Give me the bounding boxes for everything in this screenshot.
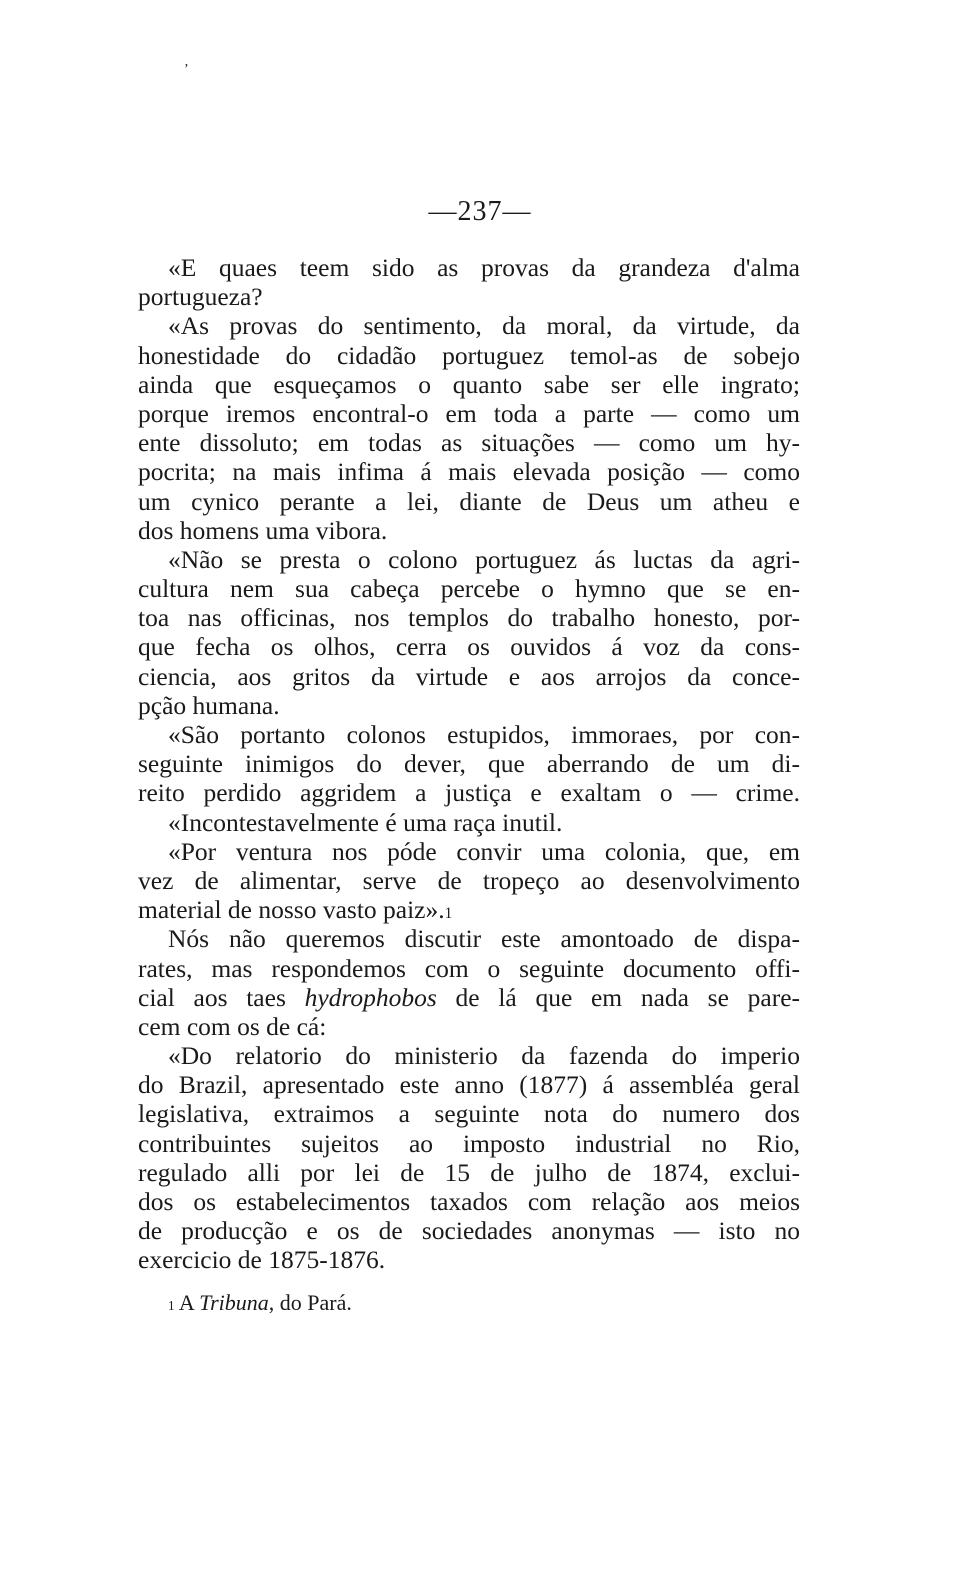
text-line bbox=[138, 895, 800, 924]
text-line: regulado alli por lei de 15 de julho de 1874, exclui- bbox=[138, 1157, 800, 1187]
text-line: seguinte inimigos do dever, que aberrando de um di- bbox=[138, 749, 800, 779]
text-line: cultura nem sua cabeça percebe o hymno que se en- bbox=[138, 574, 800, 604]
stray-mark: ʼ bbox=[184, 62, 189, 77]
text-line: que fecha os olhos, cerra os ouvidos á voz da cons- bbox=[138, 632, 800, 662]
text-line: reito perdido aggridem a justiça e exaltam o — crime. bbox=[138, 778, 800, 808]
text-line: exercicio de 1875-1876. bbox=[138, 1245, 386, 1275]
text-segment: material de nosso vasto paiz». bbox=[138, 895, 445, 925]
text-segment: de lá que em nada se pare- bbox=[455, 982, 801, 1012]
text-line: de producção e os de sociedades anonymas — isto no bbox=[138, 1216, 800, 1246]
text-line: portugueza? bbox=[138, 282, 263, 312]
text-line: «Do relatorio do ministerio da fazenda do imperio bbox=[168, 1041, 800, 1071]
text-line: um cynico perante a lei, diante de Deus um atheu e bbox=[138, 486, 800, 516]
text-line: pocrita; na mais infima á mais elevada posição — como bbox=[138, 457, 800, 487]
text-line bbox=[138, 983, 800, 1012]
text-line: vez de alimentar, serve de tropeço ao desenvolvimento bbox=[138, 865, 800, 895]
text-line: «As provas do sentimento, da moral, da virtude, da bbox=[168, 311, 800, 341]
footnote bbox=[168, 1290, 352, 1316]
footnote-prefix: A bbox=[178, 1290, 194, 1315]
text-line: do Brazil, apresentado este anno (1877) á assembléa geral bbox=[138, 1070, 800, 1100]
text-line: dos homens uma vibora. bbox=[138, 515, 388, 545]
text-line: contribuintes sujeitos ao imposto industrial no Rio, bbox=[138, 1128, 800, 1158]
text-line: «E quaes teem sido as provas da grandeza d'alma bbox=[168, 253, 800, 282]
text-line: rates, mas respondemos com o seguinte documento offi- bbox=[138, 953, 800, 983]
footnote-marker: 1 bbox=[168, 1298, 175, 1313]
text-line: toa nas officinas, nos templos do trabalho honesto, por- bbox=[138, 603, 800, 633]
page-number: —237— bbox=[428, 196, 532, 227]
text-line: honestidade do cidadão portuguez temol-as de sobejo bbox=[138, 340, 800, 370]
text-line: «Incontestavelmente é uma raça inutil. bbox=[168, 807, 563, 837]
text-line: «Por ventura nos póde convir uma colonia, que, em bbox=[168, 836, 800, 866]
text-segment: cial aos taes bbox=[138, 982, 286, 1012]
text-line: «São portanto colonos estupidos, immoraes, por con- bbox=[168, 720, 800, 749]
text-line: pção humana. bbox=[138, 690, 280, 720]
text-line: ainda que esqueçamos o quanto sabe ser elle ingrato; bbox=[138, 369, 800, 399]
footnote-suffix: , do Pará. bbox=[268, 1290, 352, 1315]
italic-word: hydrophobos bbox=[304, 982, 437, 1012]
footnote-source: Tribuna bbox=[199, 1290, 269, 1315]
text-line: cem com os de cá: bbox=[138, 1011, 327, 1041]
text-line: Nós não queremos discutir este amontoado de dispa- bbox=[168, 924, 800, 954]
text-line: dos os estabelecimentos taxados com relação aos meios bbox=[138, 1187, 800, 1216]
text-line: ente dissoluto; em todas as situações — como um hy- bbox=[138, 428, 800, 458]
text-line: ciencia, aos gritos da virtude e aos arrojos da conce- bbox=[138, 661, 800, 691]
body-text bbox=[138, 253, 800, 1275]
text-line: porque iremos encontral-o em toda a parte — como um bbox=[138, 398, 800, 428]
footnote-ref: 1 bbox=[444, 905, 453, 923]
text-line: «Não se presta o colono portuguez ás luctas da agri- bbox=[168, 544, 800, 574]
text-line: legislativa, extraimos a seguinte nota do numero dos bbox=[138, 1099, 800, 1129]
